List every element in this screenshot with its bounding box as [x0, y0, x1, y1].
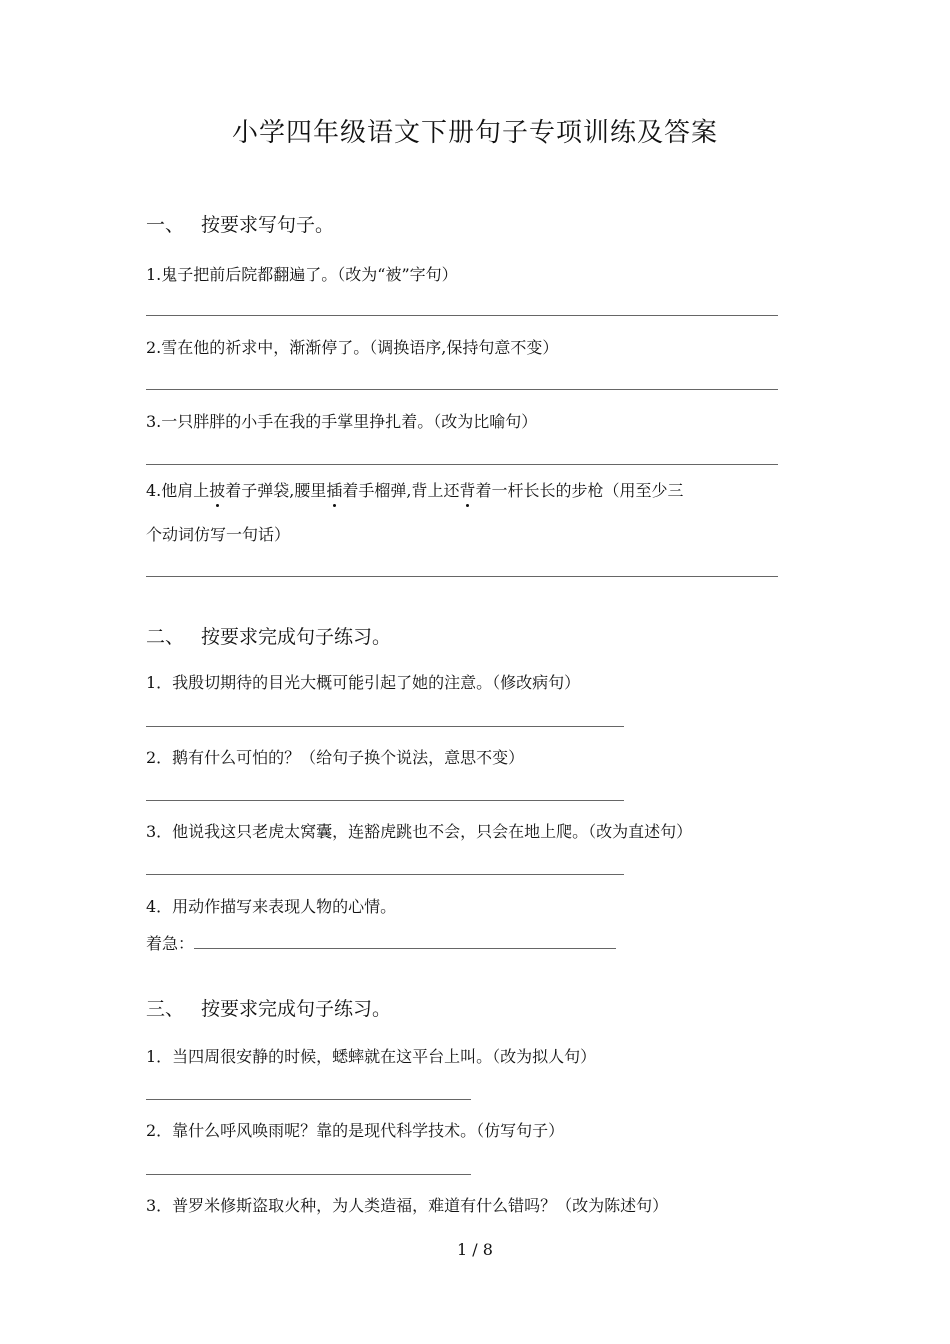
section-3-heading: [146, 994, 391, 1021]
section-title: 按要求完成句子练习。: [201, 626, 392, 648]
question-1-2: 2.雪在他的祈求中，渐渐停了。（调换语序,保持句意不变）: [146, 338, 559, 357]
question-1-1: 1.鬼子把前后院都翻遍了。（改为“被”字句）: [146, 265, 458, 284]
question-2-4: 4．用动作描写来表现人物的心情。: [146, 897, 397, 916]
answer-line: [146, 726, 624, 727]
page-number: 1 / 8: [457, 1240, 493, 1259]
answer-line: [146, 576, 778, 577]
answer-line: [146, 1099, 471, 1100]
answer-line: [146, 464, 778, 465]
emphasis-dot-word: 背: [459, 481, 476, 500]
question-1-3: 3.一只胖胖的小手在我的手掌里挣扎着。（改为比喻句）: [146, 412, 538, 431]
section-title: 按要求写句子。: [201, 214, 335, 236]
question-2-3: 3．他说我这只老虎太窝囊，连豁虎跳也不会，只会在地上爬。（改为直述句）: [146, 822, 693, 841]
section-2-heading: [146, 622, 391, 649]
answer-line: [146, 874, 624, 875]
question-2-4-prompt: [146, 931, 616, 954]
question-2-2: 2．鹅有什么可怕的？（给句子换个说法，意思不变）: [146, 748, 525, 767]
question-3-2: 2．靠什么呼风唤雨呢？靠的是现代科学技术。（仿写句子）: [146, 1121, 565, 1140]
emphasis-dot-word: 插: [326, 481, 343, 500]
answer-line: [146, 389, 778, 390]
answer-line: [146, 800, 624, 801]
question-2-1: 1．我殷切期待的目光大概可能引起了她的注意。（修改病句）: [146, 673, 581, 692]
section-number: 二、: [146, 626, 185, 648]
question-3-3: 3．普罗米修斯盗取火种，为人类造福，难道有什么错吗？（改为陈述句）: [146, 1196, 669, 1215]
section-number: 三、: [146, 998, 185, 1020]
page-title: 小学四年级语文下册句子专项训练及答案: [231, 118, 718, 148]
answer-line: [146, 315, 778, 316]
question-1-4-cont: 个动词仿写一句话）: [146, 525, 291, 544]
section-1-heading: [146, 210, 334, 237]
answer-line: [146, 1174, 471, 1175]
question-1-4: 4.他肩上披着子弹袋,腰里插着手榴弹,背上还背着一杆长长的步枪（用至少三: [146, 481, 684, 500]
section-title: 按要求完成句子练习。: [201, 998, 392, 1020]
prompt-label: 着急：: [146, 934, 195, 953]
emphasis-dot-word: 披: [209, 481, 226, 500]
question-3-1: 1．当四周很安静的时候，蟋蟀就在这平台上叫。（改为拟人句）: [146, 1047, 597, 1066]
section-number: 一、: [146, 214, 185, 236]
answer-line: [194, 934, 616, 949]
